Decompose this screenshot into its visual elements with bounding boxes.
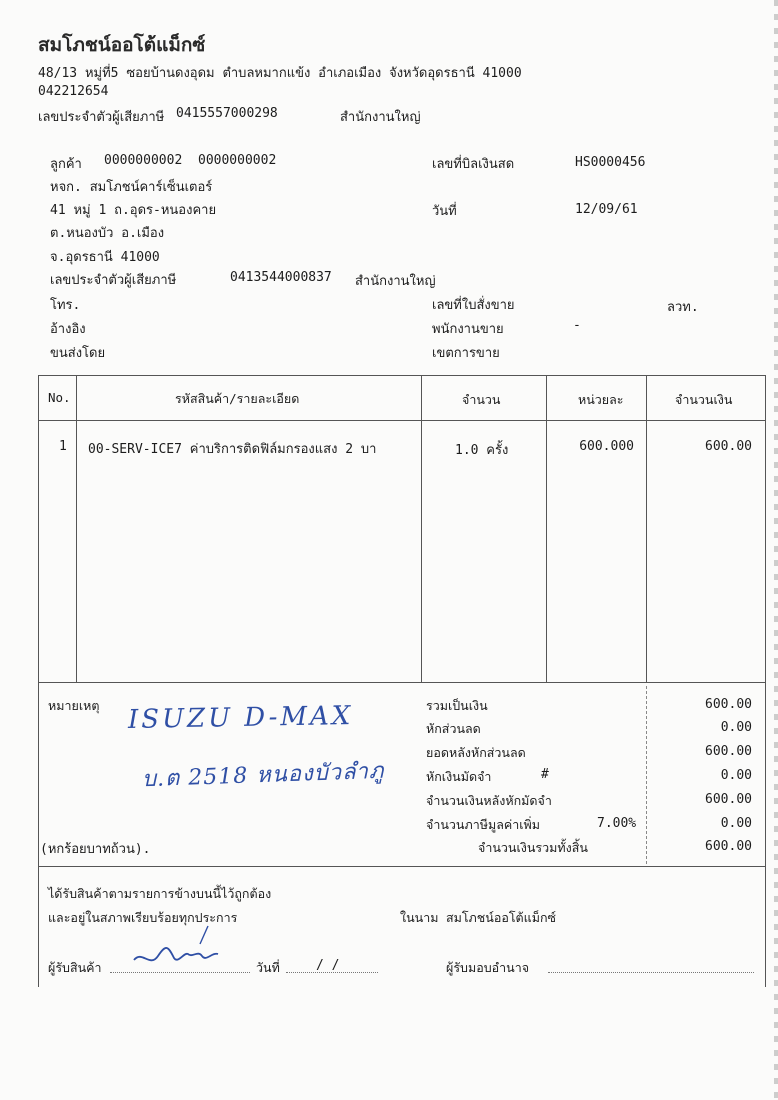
company-tax-id: 0415557000298: [176, 106, 278, 121]
grand-total-label: จำนวนเงินรวมทั้งสิ้น: [478, 840, 588, 855]
bill-date: 12/09/61: [575, 202, 638, 217]
discount-value: 0.00: [720, 720, 752, 735]
row-quantity: 1.0 ครั้ง: [455, 443, 509, 458]
handwritten-license-plate: บ.ต 2518 หนองบัวลำภู: [141, 758, 385, 793]
authorized-signer-label: ผู้รับมอบอำนาจ: [446, 960, 530, 975]
receive-date-label: วันที่: [256, 960, 280, 975]
sales-order-value: ลวท.: [667, 300, 699, 315]
receiver-signature: [128, 924, 232, 978]
deposit-label: หักเงินมัดจำ: [426, 769, 492, 784]
company-phone: 042212654: [38, 84, 109, 99]
receipt-acknowledgement-2: และอยู่ในสภาพเรียบร้อยทุกประการ: [48, 910, 238, 925]
on-behalf-of: ในนาม สมโภชน์ออโต้แม็กซ์: [400, 910, 557, 925]
vat-label: จำนวนภาษีมูลค่าเพิ่ม: [426, 817, 540, 832]
customer-phone-label: โทร.: [50, 298, 81, 313]
row-unit-price: 600.000: [579, 439, 634, 454]
scan-edge: [774, 0, 778, 1100]
sales-zone-label: เขตการขาย: [432, 346, 500, 361]
vat-value: 0.00: [720, 816, 752, 831]
subtotal-value: 600.00: [705, 697, 752, 712]
customer-tax-id: 0413544000837: [230, 270, 332, 285]
company-branch: สำนักงานใหญ่: [340, 110, 421, 125]
receive-date-line: [286, 972, 378, 973]
col-header-no: No.: [48, 390, 71, 405]
company-name: สมโภชน์ออโต้แม็กซ์: [38, 34, 206, 56]
customer-code-2: 0000000002: [198, 153, 277, 168]
customer-address-2: ต.หนองบัว อ.เมือง: [50, 226, 165, 241]
customer-address-1: 41 หมู่ 1 ถ.อุดร-หนองคาย: [50, 203, 217, 218]
row-description: 00-SERV-ICE7 ค่าบริการติดฟิล์มกรองแสง 2 บา: [88, 442, 377, 457]
customer-code: 0000000002: [104, 153, 183, 168]
after-deposit-label: จำนวนเงินหลังหักมัดจำ: [426, 793, 552, 808]
bill-date-label: วันที่: [432, 204, 457, 219]
bill-no-label: เลขที่บิลเงินสด: [432, 157, 515, 172]
after-deposit-value: 600.00: [705, 792, 752, 807]
company-address: 48/13 หมู่ที่5 ซอยบ้านดงอุดม ตำบลหมากแข้ง อำเภอเมือง จังหวัดอุดรธานี 41000: [38, 66, 522, 81]
after-discount-label: ยอดหลังหักส่วนลด: [426, 745, 526, 760]
salesperson-value: -: [573, 318, 581, 333]
col-header-unit-price: หน่วยละ: [578, 392, 624, 407]
sales-order-label: เลขที่ใบสั่งขาย: [432, 298, 515, 313]
deposit-value: 0.00: [720, 768, 752, 783]
customer-name: หจก. สมโภชน์คาร์เซ็นเตอร์: [50, 180, 213, 195]
handwritten-vehicle-model: ISUZU D-MAX: [127, 701, 354, 735]
company-tax-label: เลขประจำตัวผู้เสียภาษี: [38, 110, 165, 125]
authorized-signature-line: [548, 972, 754, 973]
customer-tax-label: เลขประจำตัวผู้เสียภาษี: [50, 273, 177, 288]
remarks-label: หมายเหตุ: [48, 698, 100, 713]
customer-address-3: จ.อุดรธานี 41000: [50, 250, 160, 265]
row-no: 1: [59, 439, 67, 454]
deposit-mark: #: [541, 767, 549, 782]
receive-date-slashes: / /: [316, 958, 340, 973]
subtotal-label: รวมเป็นเงิน: [426, 698, 488, 713]
customer-branch: สำนักงานใหญ่: [355, 274, 436, 289]
bill-no: HS0000456: [575, 155, 646, 170]
amount-in-words: (หกร้อยบาทถ้วน).: [40, 842, 151, 857]
vat-rate: 7.00%: [597, 816, 637, 831]
after-discount-value: 600.00: [705, 744, 752, 759]
discount-label: หักส่วนลด: [426, 721, 481, 736]
receiver-label: ผู้รับสินค้า: [48, 960, 102, 975]
col-header-amount: จำนวนเงิน: [675, 392, 733, 407]
salesperson-label: พนักงานขาย: [432, 322, 504, 337]
row-amount: 600.00: [705, 439, 752, 454]
grand-total-value: 600.00: [705, 839, 752, 854]
customer-label: ลูกค้า: [50, 157, 82, 172]
receipt-acknowledgement-1: ได้รับสินค้าตามรายการข้างบนนี้ไว้ถูกต้อง: [48, 886, 272, 901]
col-header-description: รหัสสินค้า/รายละเอียด: [175, 391, 300, 406]
shipping-label: ขนส่งโดย: [50, 346, 106, 361]
col-header-quantity: จำนวน: [462, 392, 501, 407]
reference-label: อ้างอิง: [50, 322, 86, 337]
